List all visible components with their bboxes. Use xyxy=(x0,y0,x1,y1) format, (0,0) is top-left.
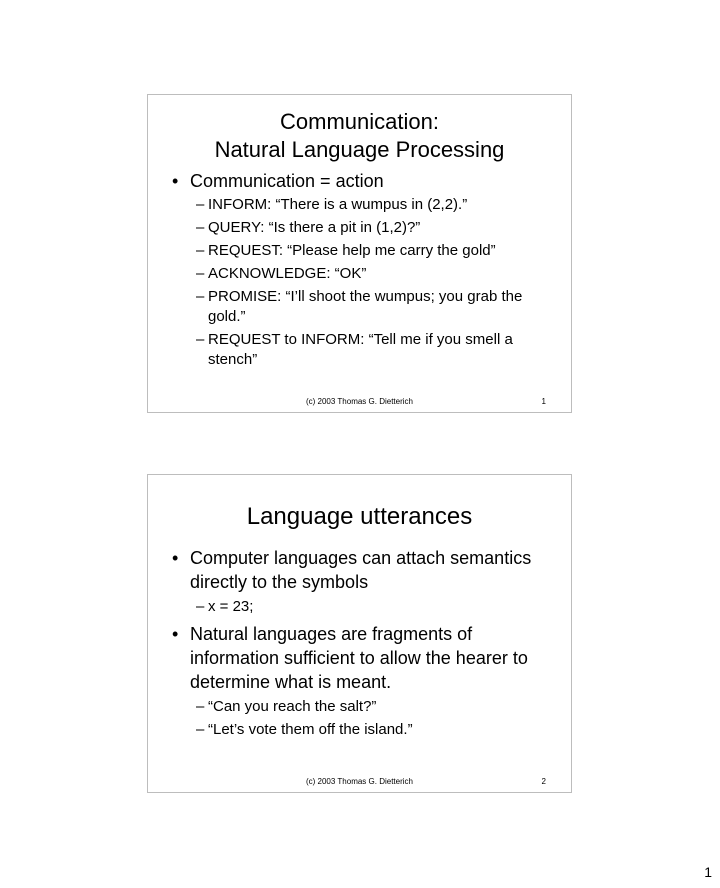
sub-bullet-text: x = 23; xyxy=(208,598,254,615)
bullet-text: Communication = action xyxy=(190,171,384,191)
sub-bullet-item xyxy=(148,330,571,370)
sub-bullet-text: REQUEST to INFORM: “Tell me if you smell a stench” xyxy=(208,331,513,368)
slide-number: 1 xyxy=(541,397,546,406)
sub-bullet-text: REQUEST: “Please help me carry the gold” xyxy=(208,242,496,259)
bullet-text: Natural languages are fragments of information sufficient to allow the hearer to determine what is meant. xyxy=(190,624,528,692)
sub-bullet-text: INFORM: “There is a wumpus in (2,2).” xyxy=(208,196,468,213)
slide-title xyxy=(148,475,571,532)
dash-marker: – xyxy=(196,288,205,305)
bullet-list xyxy=(148,169,571,370)
sub-bullet-text: “Let’s vote them off the island.” xyxy=(208,721,413,738)
sub-bullet-text: QUERY: “Is there a pit in (1,2)?” xyxy=(208,219,421,236)
dash-marker: – xyxy=(196,242,205,259)
dash-marker: – xyxy=(196,598,205,615)
sub-bullet-text: ACKNOWLEDGE: “OK” xyxy=(208,265,367,282)
sub-bullet-item xyxy=(148,241,571,261)
sub-bullet-item xyxy=(148,597,571,617)
bullet-text: Computer languages can attach semantics directly to the symbols xyxy=(190,548,532,592)
slide-1 xyxy=(147,94,572,413)
sub-bullet-item xyxy=(148,264,571,284)
slide-title-line: Natural Language Processing xyxy=(214,137,505,162)
sub-bullet-item xyxy=(148,218,571,238)
dash-marker: – xyxy=(196,219,205,236)
slide-title-line: Language utterances xyxy=(246,503,473,530)
slide-2 xyxy=(147,474,572,793)
sub-bullet-item xyxy=(148,195,571,215)
bullet-item xyxy=(148,546,571,594)
bullet-marker: • xyxy=(172,171,179,191)
bullet-list xyxy=(148,546,571,740)
slide-number: 2 xyxy=(541,777,546,786)
dash-marker: – xyxy=(196,196,205,213)
dash-marker: – xyxy=(196,265,205,282)
footer-credit: (c) 2003 Thomas G. Dietterich xyxy=(305,777,413,786)
sub-bullet-text: PROMISE: “I’ll shoot the wumpus; you grab the gold.” xyxy=(208,288,523,325)
dash-marker: – xyxy=(196,698,205,715)
bullet-marker: • xyxy=(172,624,179,644)
dash-marker: – xyxy=(196,331,205,348)
dash-marker: – xyxy=(196,721,205,738)
slide-title-line: Communication: xyxy=(280,109,439,134)
bullet-marker: • xyxy=(172,548,179,568)
sub-bullet-item xyxy=(148,697,571,717)
slide-title xyxy=(148,95,571,164)
bullet-item xyxy=(148,622,571,694)
bullet-item xyxy=(148,169,571,193)
sub-bullet-text: “Can you reach the salt?” xyxy=(208,698,377,715)
sub-bullet-item xyxy=(148,287,571,327)
sub-bullet-item xyxy=(148,720,571,740)
footer-credit: (c) 2003 Thomas G. Dietterich xyxy=(305,397,413,406)
page-number: 1 xyxy=(704,864,712,880)
